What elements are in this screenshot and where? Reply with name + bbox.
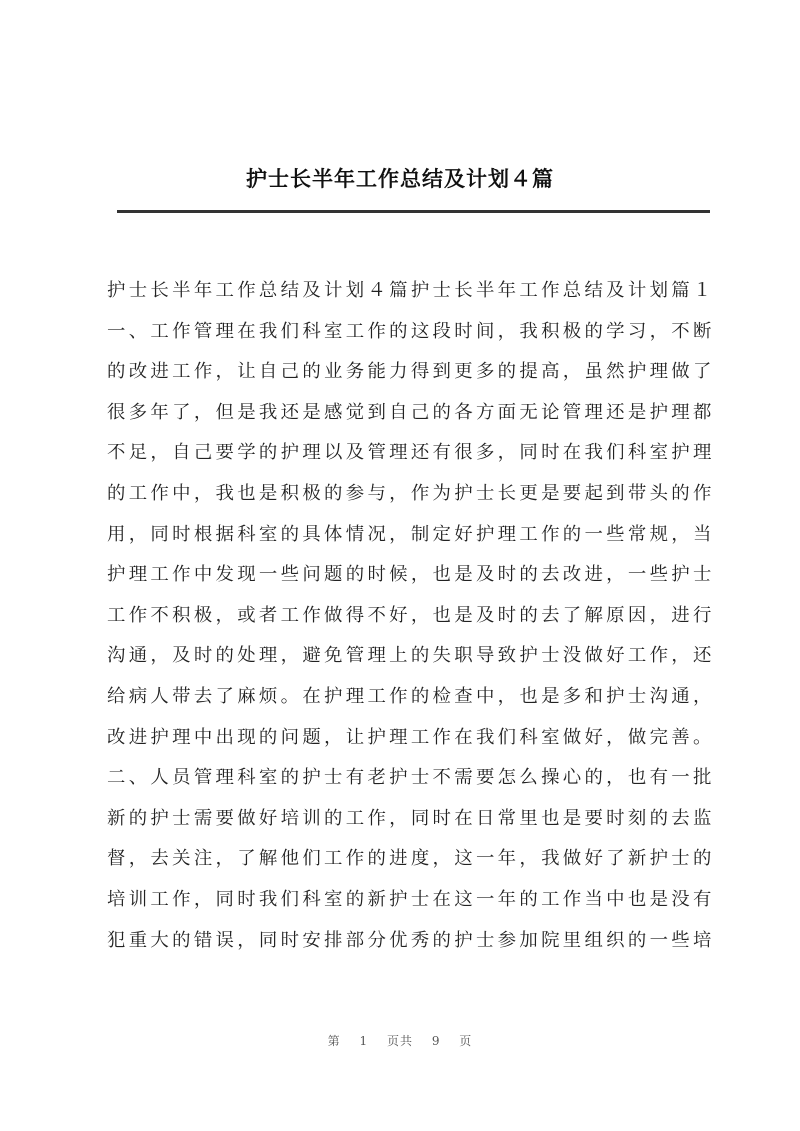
body-line: 给病人带去了麻烦。在护理工作的检查中，也是多和护士沟通， (107, 685, 713, 707)
footer-label-ye-gong: 页共 (386, 1034, 413, 1048)
footer-label-ye: 页 (459, 1034, 473, 1048)
body-line: 二、人员管理科室的护士有老护士不需要怎么操心的，也有一批 (107, 767, 713, 789)
body-line: 犯重大的错误，同时安排部分优秀的护士参加院里组织的一些培 (107, 929, 713, 951)
body-line: 沟通，及时的处理，避免管理上的失职导致护士没做好工作，还 (107, 645, 713, 667)
body-line: 新的护士需要做好培训的工作，同时在日常里也是要时刻的去监 (107, 807, 713, 829)
document-title: 护士长半年工作总结及计划４篇 (246, 166, 554, 191)
body-line: 的工作中，我也是积极的参与，作为护士长更是要起到带头的作 (107, 482, 713, 504)
footer-current-page: 1 (359, 1034, 369, 1048)
body-line: 用，同时根据科室的具体情况，制定好护理工作的一些常规，当 (107, 523, 713, 545)
body-line: 工作不积极，或者工作做得不好，也是及时的去了解原因，进行 (107, 604, 713, 626)
body-line: 护理工作中发现一些问题的时候，也是及时的去改进，一些护士 (107, 564, 713, 586)
body-line: 不足，自己要学的护理以及管理还有很多，同时在我们科室护理 (107, 442, 713, 464)
body-line: 培训工作，同时我们科室的新护士在这一年的工作当中也是没有 (107, 888, 713, 910)
body-line: 很多年了，但是我还是感觉到自己的各方面无论管理还是护理都 (107, 401, 713, 423)
document-body (107, 271, 713, 961)
body-line: 护士长半年工作总结及计划４篇护士长半年工作总结及计划篇１ (107, 280, 713, 301)
body-line: 一、工作管理在我们科室工作的这段时间，我积极的学习，不断 (107, 320, 713, 342)
body-line: 改进护理中出现的问题，让护理工作在我们科室做好，做完善。 (107, 726, 713, 748)
footer-label-di: 第 (327, 1034, 341, 1048)
body-line: 督，去关注，了解他们工作的进度，这一年，我做好了新护士的 (107, 848, 713, 870)
body-line: 的改进工作，让自己的业务能力得到更多的提高，虽然护理做了 (107, 361, 713, 383)
page-footer (0, 1032, 800, 1049)
title-divider (117, 210, 710, 213)
footer-total-pages: 9 (431, 1034, 441, 1048)
